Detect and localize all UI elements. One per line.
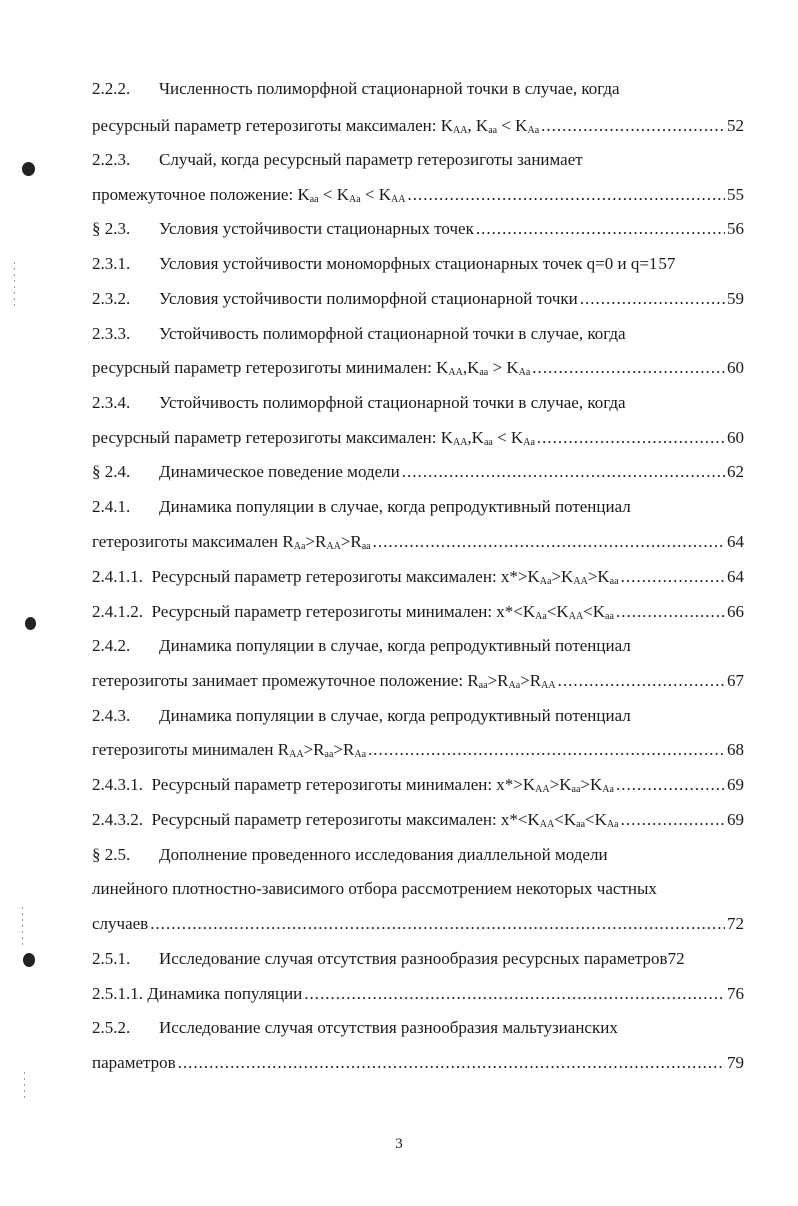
toc-line — [92, 423, 744, 453]
page-ref: 60 — [727, 428, 744, 447]
section-number: § 2.5. — [92, 845, 131, 864]
section-number: 2.3.1. — [92, 254, 131, 273]
page-ref: 72 — [727, 914, 744, 933]
section-number: 2.5.1. — [92, 949, 131, 968]
toc-text: гетерозиготы максимален $R_{Aa}>R_{AA}>R_{aa}$ — [92, 532, 371, 552]
section-number: 2.5.2. — [92, 1018, 131, 1037]
page-ref: 62 — [727, 462, 744, 481]
dot-leader — [373, 527, 725, 557]
toc-text: ресурсный параметр гетерозиготы минимален: $K_{AA},K_{aa} > K_{Aa}$ — [92, 358, 531, 378]
toc-text: ресурсный параметр гетерозиготы максимален: $K_{AA}$, $K_{aa} < K_{Aa}$ — [92, 116, 540, 136]
section-number: 2.3.2. — [92, 289, 131, 308]
section-title: Устойчивость полиморфной стационарной точки в случае, когда — [159, 393, 626, 412]
dot-leader — [558, 666, 725, 696]
dot-leader — [408, 180, 726, 210]
toc-line — [92, 319, 744, 349]
toc-line — [92, 388, 744, 418]
scan-speck — [22, 162, 35, 176]
page-ref: 59 — [727, 289, 744, 308]
toc-text: случаев — [92, 914, 149, 933]
section-title: Динамика популяции в случае, когда репродуктивный потенциал — [159, 636, 631, 655]
toc-text: линейного плотностно-зависимого отбора рассмотрением некоторых частных — [92, 879, 657, 898]
dot-leader — [537, 423, 725, 453]
toc-line — [92, 597, 744, 627]
section-number: 2.3.3. — [92, 324, 131, 343]
section-number: 2.4.2. — [92, 636, 131, 655]
page-ref: 66 — [727, 602, 744, 621]
toc-text: 2.5.1.1. Динамика популяции — [92, 984, 303, 1003]
section-title: Условия устойчивости мономорфных стационарных точек q=0 и q=1 — [159, 254, 658, 273]
section-number: 2.5.1.1. — [92, 984, 143, 1003]
page-ref: 56 — [727, 219, 744, 238]
page-ref: 64 — [727, 567, 744, 586]
dot-leader — [532, 353, 725, 383]
page-number: 3 — [395, 1136, 403, 1152]
scan-speck — [25, 617, 36, 630]
toc-line — [92, 944, 744, 974]
section-number: 2.4.1. — [92, 497, 131, 516]
section-title: Динамика популяции в случае, когда репродуктивный потенциал — [159, 706, 631, 725]
toc-line — [92, 457, 744, 487]
section-number: 2.2.2. — [92, 79, 131, 98]
section-title: Численность полиморфной стационарной точки в случае, когда — [159, 79, 620, 98]
scan-noise — [22, 907, 23, 947]
toc-line — [92, 666, 744, 696]
toc-text: 2.4.3.1. Ресурсный параметр гетерозиготы минимален: $x*>K_{AA}>K_{aa}>K_{Aa}$ — [92, 775, 614, 795]
page-ref: 57 — [658, 254, 676, 273]
toc-line — [92, 145, 744, 175]
page-ref: 55 — [727, 185, 744, 204]
section-number: 2.4.1.1. — [92, 567, 143, 586]
toc-line — [92, 74, 744, 104]
section-number: 2.3.4. — [92, 393, 131, 412]
toc-line — [92, 111, 744, 141]
page-ref: 69 — [727, 810, 744, 829]
page-ref: 60 — [727, 358, 744, 377]
toc-line — [92, 735, 744, 765]
dot-leader — [616, 597, 725, 627]
section-number: § 2.3. — [92, 219, 131, 238]
dot-leader — [541, 111, 725, 141]
toc-line — [92, 562, 744, 592]
section-title: Условия устойчивости стационарных точек — [159, 219, 474, 238]
section-number: 2.2.3. — [92, 150, 131, 169]
dot-leader — [402, 457, 725, 487]
toc-text: ресурсный параметр гетерозиготы максимален: $K_{AA},K_{aa} < K_{Aa}$ — [92, 428, 535, 448]
toc-line — [92, 353, 744, 383]
dot-leader — [178, 1048, 725, 1078]
section-title: Динамика популяции в случае, когда репродуктивный потенциал — [159, 497, 631, 516]
section-number: § 2.4. — [92, 462, 131, 481]
page-ref: 72 — [667, 949, 685, 968]
dot-leader — [368, 735, 725, 765]
section-title: Динамическое поведение модели — [159, 462, 400, 481]
section-title: Дополнение проведенного исследования диаллельной модели — [159, 845, 608, 864]
page-ref: 64 — [727, 532, 744, 551]
section-number: 2.4.3.1. — [92, 775, 143, 794]
page-ref: 68 — [727, 740, 744, 759]
toc-line — [92, 874, 744, 904]
toc-line — [92, 805, 744, 835]
section-title: Исследование случая отсутствия разнообразия мальтузианских — [159, 1018, 618, 1037]
toc-line — [92, 909, 744, 939]
toc-text: гетерозиготы занимает промежуточное положение: $R_{aa}>R_{Aa}>R_{AA}$ — [92, 671, 556, 691]
section-title: Устойчивость полиморфной стационарной точки в случае, когда — [159, 324, 626, 343]
page-ref: 79 — [727, 1053, 744, 1072]
scan-noise — [24, 1072, 25, 1102]
page-ref: 69 — [727, 775, 744, 794]
toc-line — [92, 214, 744, 244]
toc-line — [92, 527, 744, 557]
page-ref: 52 — [727, 116, 744, 135]
dot-leader — [150, 909, 725, 939]
toc-text: промежуточное положение: $K_{aa} < K_{Aa} < K_{AA}$ — [92, 185, 406, 205]
toc-text: параметров — [92, 1053, 176, 1072]
dot-leader — [621, 562, 725, 592]
page-ref: 76 — [727, 984, 744, 1003]
toc-text: 2.4.1.2. Ресурсный параметр гетерозиготы минимален: $x*<K_{Aa}<K_{AA}<K_{aa}$ — [92, 602, 614, 622]
section-number: 2.4.1.2. — [92, 602, 143, 621]
toc-line — [92, 840, 744, 870]
section-number: 2.4.3. — [92, 706, 131, 725]
page-ref: 67 — [727, 671, 744, 690]
dot-leader — [476, 214, 725, 244]
toc-line — [92, 770, 744, 800]
toc-line — [92, 979, 744, 1009]
section-number: 2.4.3.2. — [92, 810, 143, 829]
toc-line — [92, 284, 744, 314]
toc-line — [92, 180, 744, 210]
toc-line — [92, 249, 744, 279]
toc-line — [92, 1048, 744, 1078]
toc-line — [92, 1013, 744, 1043]
toc-line — [92, 701, 744, 731]
scan-speck — [23, 953, 35, 967]
section-title: Исследование случая отсутствия разнообразия ресурсных параметров — [159, 949, 668, 968]
dot-leader — [580, 284, 725, 314]
toc-line — [92, 631, 744, 661]
section-title: Случай, когда ресурсный параметр гетерозиготы занимает — [159, 150, 583, 169]
scan-noise — [14, 262, 15, 310]
toc-text: 2.4.1.1. Ресурсный параметр гетерозиготы максимален: $x*>K_{Aa}>K_{AA}>K_{aa}$ — [92, 567, 619, 587]
dot-leader — [621, 805, 725, 835]
section-title: Условия устойчивости полиморфной стационарной точки — [159, 289, 578, 308]
toc-line — [92, 492, 744, 522]
dot-leader — [616, 770, 725, 800]
dot-leader — [304, 979, 725, 1009]
toc-text: гетерозиготы минимален $R_{AA}>R_{aa}>R_{Aa}$ — [92, 740, 367, 760]
toc-text: 2.4.3.2. Ресурсный параметр гетерозиготы максимален: $x*<K_{AA}<K_{aa}<K_{Aa}$ — [92, 810, 619, 830]
